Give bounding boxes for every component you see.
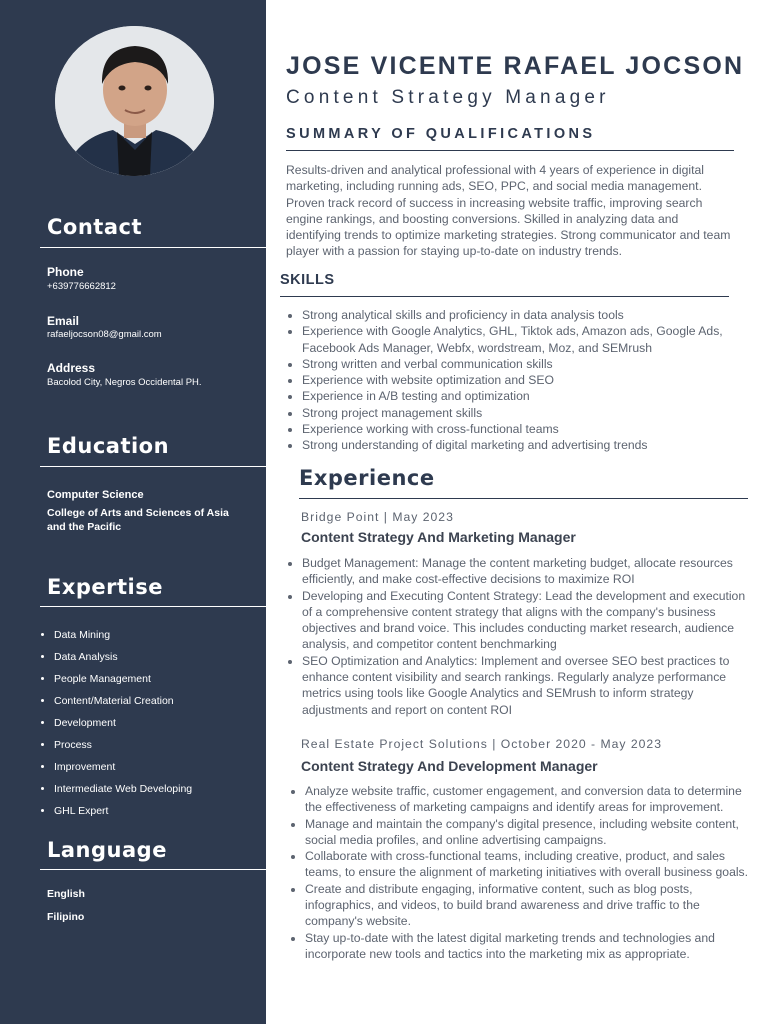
email-label: Email <box>47 314 80 328</box>
education-divider <box>40 466 266 467</box>
profile-photo-image <box>55 26 214 176</box>
list-item: • Create and distribute engaging, informative content, such as blog posts, infographics, and videos, to build brand awareness and drive traffic to the company's website. <box>305 881 750 930</box>
email-value: rafaeljocson08@gmail.com <box>47 329 162 340</box>
experience-divider <box>299 498 748 499</box>
list-item: • Strong understanding of digital marketing and advertising trends <box>302 437 732 453</box>
list-item: • Process <box>54 734 192 756</box>
skills-heading: SKILLS <box>280 272 335 288</box>
list-item: • Intermediate Web Developing <box>54 778 192 800</box>
list-item: • Improvement <box>54 756 192 778</box>
experience-heading: Experience <box>299 466 435 490</box>
job-title: Content Strategy And Development Manager <box>301 758 598 774</box>
list-item: • SEO Optimization and Analytics: Implement and oversee SEO best practices to enhance content visibility and search rankings. Regularly analyze performance metrics using tools like Google Analytics and SEMrush to inform strategy adjustments and report on content ROI <box>302 653 749 718</box>
list-item: • Data Analysis <box>54 646 192 668</box>
language-heading: Language <box>47 838 167 862</box>
expertise-divider <box>40 606 266 607</box>
list-item: • Developing and Executing Content Strategy: Lead the development and execution of a comprehensive content strategy that aligns with the company's business objectives and brand voice. This includes conducting market research, audience analysis, and competitor content benchmarking <box>302 588 749 653</box>
job-bullets <box>286 555 749 718</box>
phone-label: Phone <box>47 265 84 279</box>
list-item: • Analyze website traffic, customer engagement, and conversion data to determine the effectiveness of marketing campaigns and identify areas for improvement. <box>305 783 750 816</box>
job-bullets <box>289 783 750 962</box>
skills-list <box>286 307 732 454</box>
skills-divider <box>280 296 729 297</box>
list-item: • Experience with website optimization and SEO <box>302 372 732 388</box>
list-item: • Collaborate with cross-functional teams, including creative, product, and sales teams, to ensure the alignment of marketing initiatives with overall business goals. <box>305 848 750 881</box>
list-item: • GHL Expert <box>54 800 192 822</box>
contact-divider <box>40 247 266 248</box>
education-school: College of Arts and Sciences of Asia and the Pacific <box>47 507 229 533</box>
list-item: • Manage and maintain the company's digital presence, including website content, social media profiles, and online advertising campaigns. <box>305 816 750 849</box>
list-item: • Budget Management: Manage the content marketing budget, allocate resources efficiently, and make cost-effective decisions to maximize ROI <box>302 555 749 588</box>
list-item: • Experience working with cross-functional teams <box>302 421 732 437</box>
address-label: Address <box>47 361 96 375</box>
expertise-list <box>36 624 192 822</box>
list-item: • Strong written and verbal communication skills <box>302 356 732 372</box>
job-meta: Bridge Point | May 2023 <box>301 510 454 524</box>
list-item: • Development <box>54 712 192 734</box>
education-heading: Education <box>47 434 170 458</box>
contact-heading: Contact <box>47 215 142 239</box>
phone-value: +639776662812 <box>47 281 116 292</box>
summary-heading: SUMMARY OF QUALIFICATIONS <box>286 126 596 142</box>
list-item: • Strong analytical skills and proficiency in data analysis tools <box>302 307 732 323</box>
list-item: • People Management <box>54 668 192 690</box>
summary-text: Results-driven and analytical professional with 4 years of experience in digital marketing, including running ads, SEO, PPC, and social media management. Proven track record of success in increasing website traffic, improving search engine rankings, and boosting conversions. Skilled in analyzing data and identifying trends to optimize marketing strategies. Strong communicator and team player with a passion for staying up-to-date on industry trends. <box>286 163 731 259</box>
summary-divider <box>286 150 734 151</box>
candidate-role: Content Strategy Manager <box>286 87 610 108</box>
job-meta: Real Estate Project Solutions | October 2020 - May 2023 <box>301 737 662 751</box>
list-item: • Experience with Google Analytics, GHL, Tiktok ads, Amazon ads, Google Ads, Facebook Ads Manager, Webfx, wordstream, Moz, and SEMrush <box>302 323 732 356</box>
address-value: Bacolod City, Negros Occidental PH. <box>47 377 202 388</box>
expertise-heading: Expertise <box>47 575 164 599</box>
list-item: • Stay up-to-date with the latest digital marketing trends and technologies and incorporate new tools and tactics into the marketing mix as appropriate. <box>305 930 750 963</box>
list-item: • Data Mining <box>54 624 192 646</box>
list-item: • Content/Material Creation <box>54 690 192 712</box>
list-item: • Strong project management skills <box>302 405 732 421</box>
profile-photo <box>55 26 214 176</box>
education-degree: Computer Science <box>47 489 144 501</box>
language-item: Filipino <box>47 911 85 923</box>
job-title: Content Strategy And Marketing Manager <box>301 529 576 545</box>
candidate-name: JOSE VICENTE RAFAEL JOCSON <box>286 52 745 80</box>
language-item: English <box>47 888 85 900</box>
language-divider <box>40 869 266 870</box>
sidebar <box>0 0 266 1024</box>
list-item: • Experience in A/B testing and optimization <box>302 388 732 404</box>
